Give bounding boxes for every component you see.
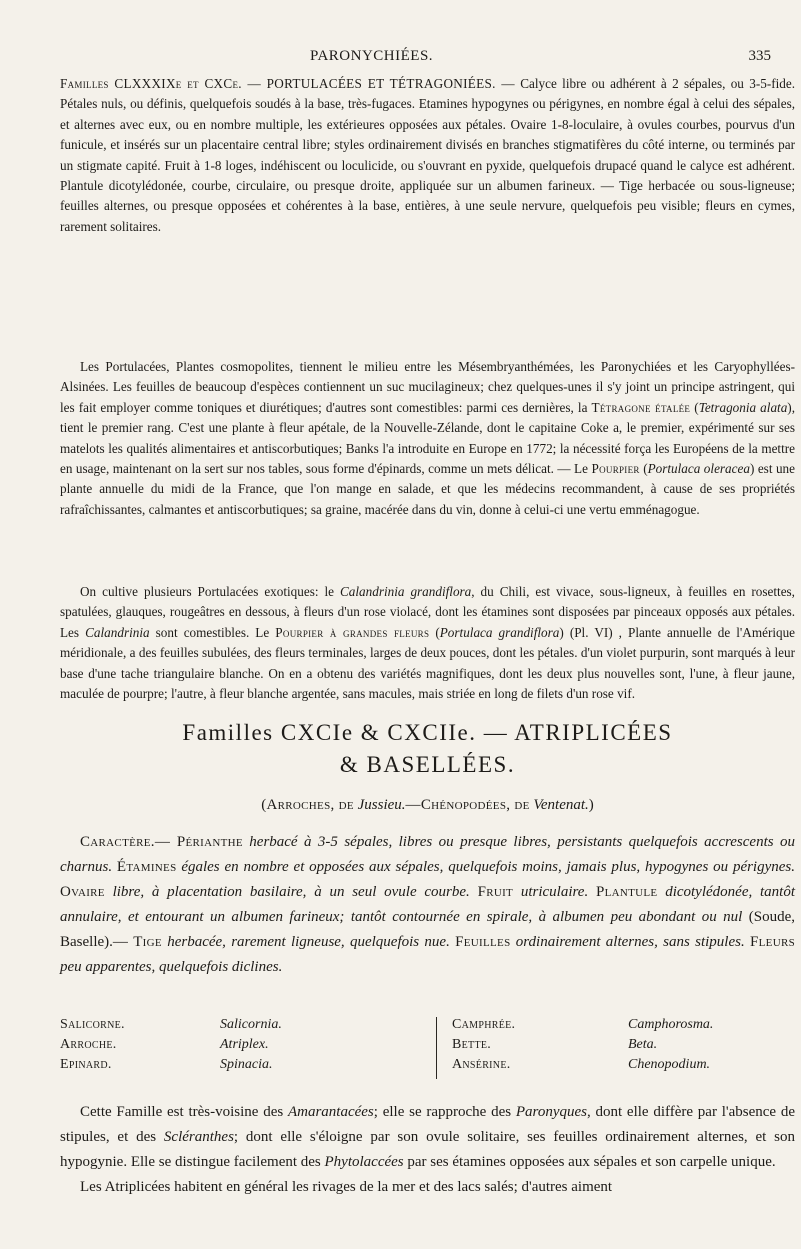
organ-description: libre, à placentation basilaire, à un seul ovule courbe. [112, 884, 470, 900]
organ-label: Étamines [116, 859, 177, 875]
genus-latin: Atriplex. [220, 1037, 269, 1052]
family-name: Amarantacées [287, 1104, 374, 1120]
genera-table [60, 1015, 795, 1085]
text-run: (Arroches, de [261, 797, 354, 813]
organ-description: ordinairement alternes, sans stipules. [515, 934, 745, 950]
species-latin-name: Portulaca grandiflora [439, 624, 560, 640]
genus-latin: Camphorosma. [628, 1017, 714, 1032]
text-run: (Soude, Baselle).— [60, 909, 795, 950]
species-common-name: Pourpier à grandes fleurs [275, 624, 430, 640]
author-name: Jussieu. [357, 797, 406, 813]
organ-description: herbacé à 3-5 sépales, libres ou presque libres, persistants quelquefois accrescents ou charnus. [60, 834, 795, 875]
text-run: ; elle se rapproche des [373, 1104, 512, 1120]
page-number: 335 [748, 48, 771, 64]
text-run: ; dont elle s'éloigne par son ovule solitaire, ses feuilles ordinairement alternes, et son hypogynie. Elle se distingue facilement des [60, 1129, 796, 1170]
text-run: On cultive plusieurs Portulacées exotiques: le [80, 584, 335, 599]
organ-description: égales en nombre et opposées aux sépales, quelquefois moins, jamais plus, hypogynes ou périgynes. [181, 859, 796, 875]
family-title-line1: Familles CXCIe & CXCIIe. — ATRIPLICÉES [182, 720, 673, 745]
text-run: , du Chili, est vivace, sous-ligneux, à feuilles en rosettes, spatulées, glauques, rougeâtres en dessous, à fleurs d'un rose violacé, dont les étamines sont disposées par pinceaux opposés aux pétales. Les [60, 584, 795, 640]
text-run: tient le premier rang. C'est une plante à fleur apétale, de la Nouvelle-Zélande, dont le capitaine Coke a, le premier, expérimenté sur ses matelots les qualités alimentaires et antiscorbutiques; Banks l'a introduite en Europe en 1772; la nécessité força les Européens de la mettre en usage, maintenant on la sert sur nos tables, sous forme d'épinards, comme un mets délicat. — Le [60, 420, 795, 477]
genus-latin: Spinacia. [220, 1057, 273, 1072]
text-run: par ses étamines opposées aux sépales et son carpelle unique. [407, 1154, 776, 1170]
paragraph-affinities [60, 1100, 795, 1175]
genus-common: Ansérine. [452, 1057, 511, 1072]
species-latin-name: Tetragonia alata [698, 399, 788, 415]
family-title-line2: & BASELLÉES. [339, 752, 516, 777]
paragraph-portulacees-characters [60, 74, 795, 237]
column-divider [436, 1017, 437, 1079]
species-latin-name: Calandrinia grandiflora [340, 584, 472, 599]
organ-label: — Périanthe [154, 834, 243, 850]
text-run: est une plante annuelle du midi de la France, que l'on mange en salade, et que les médecins recommandent, à cause de ses propriétés rafraîchissantes, calmantes et antiscorbutiques; sa graine, macérée dans du vin, donne à celui-ci une vertu emménagogue. [60, 461, 795, 517]
family-synonyms [60, 797, 795, 814]
organ-description: herbacée, rarement ligneuse, quelquefois nue. [167, 934, 450, 950]
text-run: , dont elle diffère par l'absence de stipules, et des [60, 1104, 795, 1145]
organ-label: Tige [133, 934, 162, 950]
character-label: Caractère. [80, 834, 155, 850]
genera-latin-left [220, 1015, 282, 1075]
genus-common: Salicorne. [60, 1017, 125, 1032]
genera-latin-right [628, 1015, 713, 1075]
portulacees-description: Calyce libre ou adhérent à 2 sépales, ou 3-5-fide. Pétales nuls, ou définis, quelquefois soudés à la base, très-fugaces. Etamines hypogynes ou périgynes, en nombre égal à celui des sépales, et alternes avec eux, ou en nombre multiple, les extérieures opposées aux pétales. Ovaire 1-8-loculaire, à ovules courbes, pourvus d'un funicule, et insérés sur un placentaire central libre; styles ordinairement divisés en branches stigmatifères du côté interne, ou terminés par un stigmate capité. Fruit à 1-8 loges, indéhiscent ou loculicide, ou s'ouvrant en pyxide, quelquefois drupacé quand le calyce est adhérent. Plantule dicotylédonée, courbe, circulaire, ou presque droite, appliquée sur un albumen farineux. — Tige herbacée ou sous-ligneuse; feuilles alternes, ou presque opposées et cohérentes à la base, entières, à une seule nervure, quelquefois peu visible; fleurs en cymes, rarement solitaires. [60, 76, 796, 234]
author-name: Ventenat. [533, 797, 589, 813]
family-name: Paronyques [515, 1104, 587, 1120]
genera-common-left [60, 1015, 125, 1075]
organ-label: Ovaire [60, 884, 105, 900]
genus-latin: Beta. [628, 1037, 658, 1052]
page-header [60, 48, 771, 70]
text-run: Les Atriplicées habitent en général les rivages de la mer et des lacs salés; d'autres aiment [80, 1179, 613, 1195]
genus-common: Epinard. [60, 1057, 112, 1072]
organ-label: Feuilles [455, 934, 511, 950]
organ-label: Fleurs [750, 934, 795, 950]
species-common-name: Pourpier [591, 461, 640, 477]
family-name: Scléranthes [163, 1129, 234, 1145]
paragraph-atriplicees-affinities [60, 1100, 795, 1200]
genera-common-right [452, 1015, 515, 1075]
paragraph-habitat [60, 1175, 795, 1200]
family-name: Phytolaccées [324, 1154, 404, 1170]
species-latin-name: Portulaca oleracea [647, 461, 750, 477]
family-characters [60, 830, 795, 980]
species-common-name: Tétragone étalée [591, 399, 691, 415]
genus-latin: Chenopodium. [628, 1057, 711, 1072]
text-run: Les Portulacées, Plantes cosmopolites, tiennent le milieu entre les Mésembryanthémées, les Paronychiées et les Caryophyllées-Alsinées. Les feuilles de beaucoup d'espèces contiennent un suc mucilagineux; chez quelques-unes il s'y joint un principe astringent, qui les fait employer comme toniques et diurétiques; d'autres sont comestibles: parmi ces dernières, la [60, 359, 795, 415]
paragraph-portulacees-exotic: On cultive plusieurs Portulacées exotiques: le Calandrinia grandiflora, du Chili, est vivace, sous-ligneux, à feuilles en rosettes, spatulées, glauques, rougeâtres en dessous, à fleurs d'un rose violacé, dont les étamines sont disposées par pinceaux opposés aux pétales. Les Calandrinia sont comestibles. Le Pourpier à grandes fleurs (Portulaca grandiflora) (Pl. VI) , Plante annuelle de l'Amérique méridionale, a des feuilles subulées, des fleurs terminales, larges de deux pouces, dont les pétales. d'un violet purpurin, sont marqués à leur base d'une tache triangulaire blanche. On en a obtenu des variétés magnifiques, dont les deux plus nouvelles sont, l'une, à fleur jaune, maculée de pourpre; l'autre, à fleur blanche argentée, sans macules, mais striée en long de filets d'un rose vif. [60, 584, 796, 702]
organ-label: Plantule [595, 884, 658, 900]
genus-common: Bette. [452, 1037, 492, 1052]
genus-common: Camphrée. [452, 1017, 516, 1032]
text-run: sont comestibles. Le [155, 624, 270, 640]
genus-latin: Salicornia. [220, 1017, 282, 1032]
text-run: Cette Famille est très-voisine des [80, 1104, 284, 1120]
paragraph-portulacees-uses: Les Portulacées, Plantes cosmopolites, tiennent le milieu entre les Mésembryanthémées, les Paronychiées et les Caryophyllées-Alsinées. Les feuilles de beaucoup d'espèces contiennent un suc mucilagineux; chez quelques-unes il s'y joint un principe astringent, qui les fait employer comme toniques et diurétiques; d'autres sont comestibles: parmi ces dernières, la Tétragone étalée (Tetragonia alata), tient le premier rang. C'est une plante à fleur apétale, de la Nouvelle-Zélande, dont le capitaine Coke a, le premier, expérimenté sur ses matelots les qualités alimentaires et antiscorbutiques; Banks l'a introduite en Europe en 1772; la nécessité força les Européens de la mettre en usage, maintenant on la sert sur nos tables, sous forme d'épinards, comme un mets délicat. — Le Pourpier (Portulaca oleracea) est une plante annuelle du midi de la France, que l'on mange en salade, et que les médecins recommandent, à cause de ses propriétés rafraîchissantes, calmantes et antiscorbutiques; sa graine, macérée dans du vin, donne à celui-ci une vertu emménagogue. [60, 359, 795, 517]
organ-description: utriculaire. [520, 884, 589, 900]
genus-latin-name: Calandrinia [85, 624, 150, 640]
text-run: —Chénopodées, de [405, 797, 530, 813]
organ-label: Fruit [477, 884, 514, 900]
text-run: ) [588, 797, 594, 813]
organ-description: peu apparentes, quelquefois diclines. [60, 959, 283, 975]
organ-description: dicotylédonée, tantôt annulaire, et entourant un albumen farineux; tantôt contournée en spirale, à albumen peu abondant ou nul [60, 884, 795, 925]
text-run: (Pl. VI) , Plante annuelle de l'Amérique méridionale, a des feuilles subulées, des fleurs terminales, larges de deux pouces, dont les pétales. d'un violet purpurin, sont marqués à leur base d'une tache triangulaire blanche. On en a obtenu des variétés magnifiques, dont les deux plus nouvelles sont, l'une, à fleur jaune, maculée de pourpre; l'autre, à fleur blanche argentée, sans macules, mais striée en long de filets d'un rose vif. [60, 624, 796, 702]
running-title: PARONYCHIÉES. [310, 48, 434, 64]
family-heading-portulacees: Familles CLXXXIXe et CXCe. — PORTULACÉES ET TÉTRAGONIÉES. — [60, 76, 515, 91]
genus-common: Arroche. [60, 1037, 117, 1052]
